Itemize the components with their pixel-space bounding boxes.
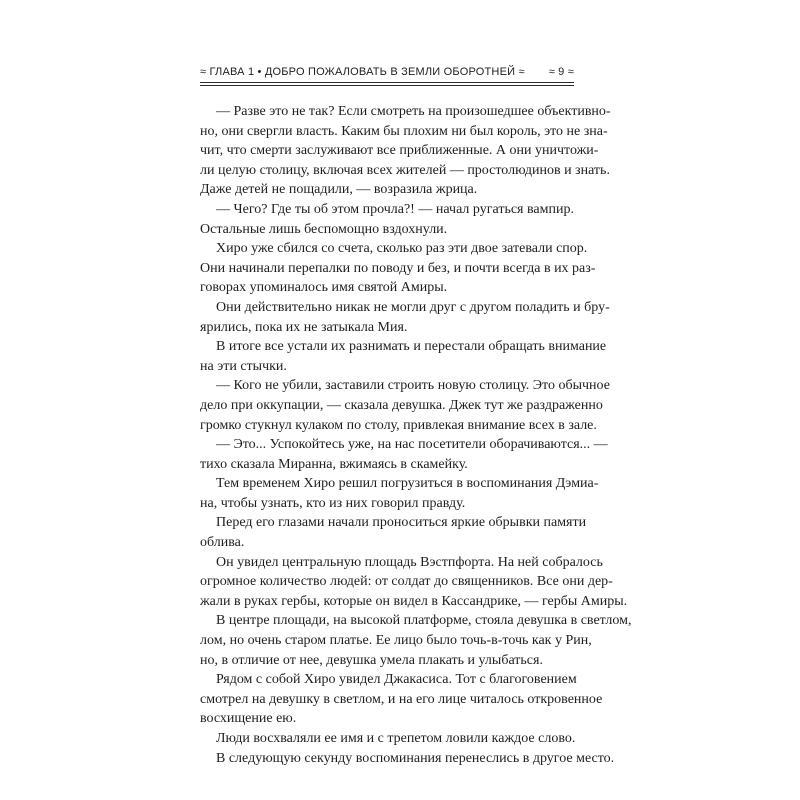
- body-text: [200, 102, 632, 768]
- text-line: Они действительно никак не могли друг с другом поладить и бру-: [216, 299, 610, 315]
- text-line: Они начинали перепалки по поводу и без, и почти всегда в их раз-: [200, 260, 596, 276]
- text-line: Даже детей не пощадили, — возразила жрица.: [200, 182, 478, 198]
- text-line: громко стукнул кулаком по столу, привлекая внимание всех в зале.: [200, 417, 597, 433]
- text-line: Перед его глазами начали проноситься яркие обрывки памяти: [216, 515, 587, 531]
- text-line: Люди восхваляли ее имя и с трепетом ловили каждое слово.: [216, 731, 576, 746]
- text-line: смотрел на девушку в светлом, и на его лице читалось откровенное: [200, 691, 603, 707]
- text-line: Он увидел центральную площадь Вэстпфорта. На ней собралось: [216, 554, 603, 570]
- text-line: лом, но очень старом платье. Ее лицо было точь-в-точь как у Рин,: [200, 633, 592, 649]
- header-rule-bottom: [200, 85, 574, 86]
- text-line: ярились, пока их не затыкала Мия.: [200, 319, 408, 335]
- text-line: восхищение ею.: [200, 711, 297, 727]
- chapter-title: ≈ ГЛАВА 1 • ДОБРО ПОЖАЛОВАТЬ В ЗЕМЛИ ОБОРОТНЕЙ ≈: [200, 66, 525, 78]
- text-line: — Кого не убили, заставили строить новую столицу. Это обычное: [216, 378, 610, 394]
- text-line: на эти стычки.: [200, 358, 287, 374]
- header-rule-top: [200, 82, 574, 83]
- text-line: говорах упоминалось имя святой Амиры.: [200, 280, 448, 296]
- text-line: Рядом с собой Хиро увидел Джакасиса. Тот с благоговением: [216, 672, 577, 688]
- text-line: но, в отличие от нее, девушка умела плакать и улыбаться.: [200, 652, 543, 668]
- text-line: Хиро уже сбился со счета, сколько раз эти двое затевали спор.: [216, 241, 588, 257]
- text-line: облива.: [200, 535, 245, 551]
- text-line: огромное количество людей: от солдат до священников. Все они дер-: [200, 574, 613, 590]
- text-line: — Чего? Где ты об этом прочла?! — начал ругаться вампир.: [216, 201, 574, 217]
- text-line: В итоге все устали их разнимать и перестали обращать внимание: [216, 339, 607, 355]
- text-line: дело при оккупации, — сказала девушка. Джек тут же раздраженно: [200, 397, 603, 413]
- text-line: тихо сказала Миранна, вжимаясь в скамейку.: [200, 456, 468, 472]
- page-number: ≈ 9 ≈: [548, 66, 574, 78]
- text-line: на, чтобы узнать, кто из них говорил правду.: [200, 495, 466, 511]
- text-line: жали в руках гербы, которые он видел в Кассандрике, — гербы Амиры.: [200, 593, 628, 609]
- text-line: ли целую столицу, включая всех жителей — простолюдинов и знать.: [200, 162, 610, 178]
- text-line: Остальные лишь беспомощно вздохнули.: [200, 221, 448, 237]
- text-line: — Разве это не так? Если смотреть на произошедшее объективно-: [216, 104, 611, 119]
- text-line: чит, что смерти заслуживают все приближенные. А они уничтожи-: [200, 143, 599, 159]
- text-line: — Это... Успокойтесь уже, на нас посетители оборачиваются... —: [216, 437, 608, 453]
- text-line: В следующую секунду воспоминания перенеслись в другое место.: [216, 750, 615, 766]
- text-line: В центре площади, на высокой платформе, стояла девушка в светлом,: [216, 613, 632, 629]
- text-line: но, они свергли власть. Каким бы плохим ни был король, это не зна-: [200, 123, 608, 139]
- text-line: Тем временем Хиро решил погрузиться в воспоминания Дэмиа-: [216, 476, 599, 492]
